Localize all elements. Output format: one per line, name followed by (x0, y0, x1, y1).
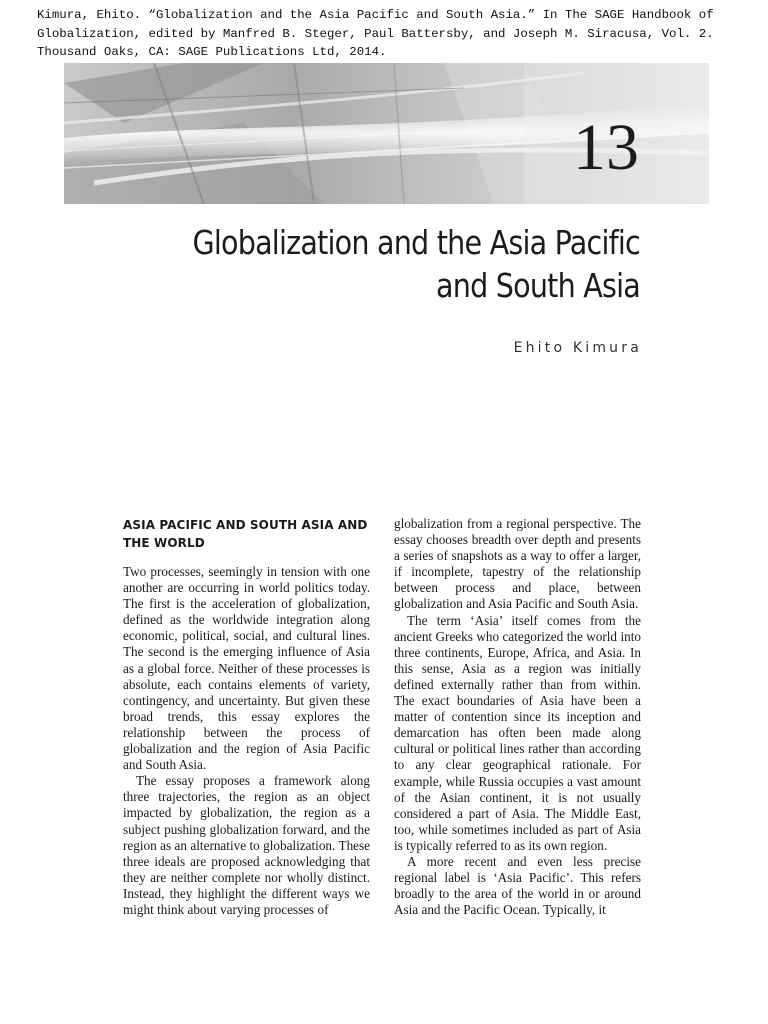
author-name: Ehito Kimura (513, 340, 642, 356)
chapter-number: 13 (573, 111, 639, 184)
chapter-title (147, 222, 640, 308)
chapter-title-line-1: Globalization and the Asia Pacific (192, 224, 640, 262)
paragraph: A more recent and even less precise regional label is ‘Asia Pacific’. This refers broadly to the area of the world in or around Asia and the Pacific Ocean. Typically, it (394, 853, 641, 918)
text-column-right (394, 516, 641, 918)
paragraph: The essay proposes a framework along three trajectories, the region as an object impacted by globalization, the region as a subject pushing globalization forward, and the region as an alternative to globalization. These three ideals are proposed acknowledging that they are neither complete nor wholly distinct. Instead, they highlight the different ways we might think about varying processes of (123, 773, 370, 917)
paragraph: globalization from a regional perspective. The essay chooses breadth over depth and presents a series of snapshots as a way to offer a larger, if incomplete, tapestry of the relationship between process and place, between globalization and Asia Pacific and South Asia. (394, 516, 641, 612)
section-heading: ASIA PACIFIC AND SOUTH ASIA AND THE WORLD (123, 518, 368, 550)
paragraph: Two processes, seemingly in tension with one another are occurring in world politics today. The first is the acceleration of globalization, defined as the worldwide integration along economic, political, social, and cultural lines. The second is the emerging influence of Asia as a global force. Neither of these processes is absolute, each contains elements of variety, contingency, and uncertainty. But given these broad trends, this essay explores the relationship between the process of globalization and the region of Asia Pacific and South Asia. (123, 564, 370, 773)
text-column-left (123, 516, 370, 918)
citation-text: Kimura, Ehito. “Globalization and the Asia Pacific and South Asia.” In The SAGE Handbook of Globalization, edited by Manfred B. Steger, Paul Battersby, and Joseph M. Siracusa, Vol. 2. Thousand Oaks, CA: SAGE Publications Ltd, 2014. (37, 8, 714, 59)
chapter-title-line-2: and South Asia (436, 267, 640, 305)
paragraph: The term ‘Asia’ itself comes from the ancient Greeks who categorized the world into three continents, Europe, Africa, and Asia. In this sense, Asia as a region was initially defined externally rather than from within. The exact boundaries of Asia have been a matter of contention since its inception and demarcation has often been made along cultural or political lines rather than according to any clear geographical rationale. For example, while Russia occupies a vast amount of the Asian continent, it is not usually considered a part of Asia. The Middle East, too, while sometimes included as part of Asia is typically referred to as its own region. (394, 612, 641, 853)
chapter-banner-image (64, 63, 709, 204)
